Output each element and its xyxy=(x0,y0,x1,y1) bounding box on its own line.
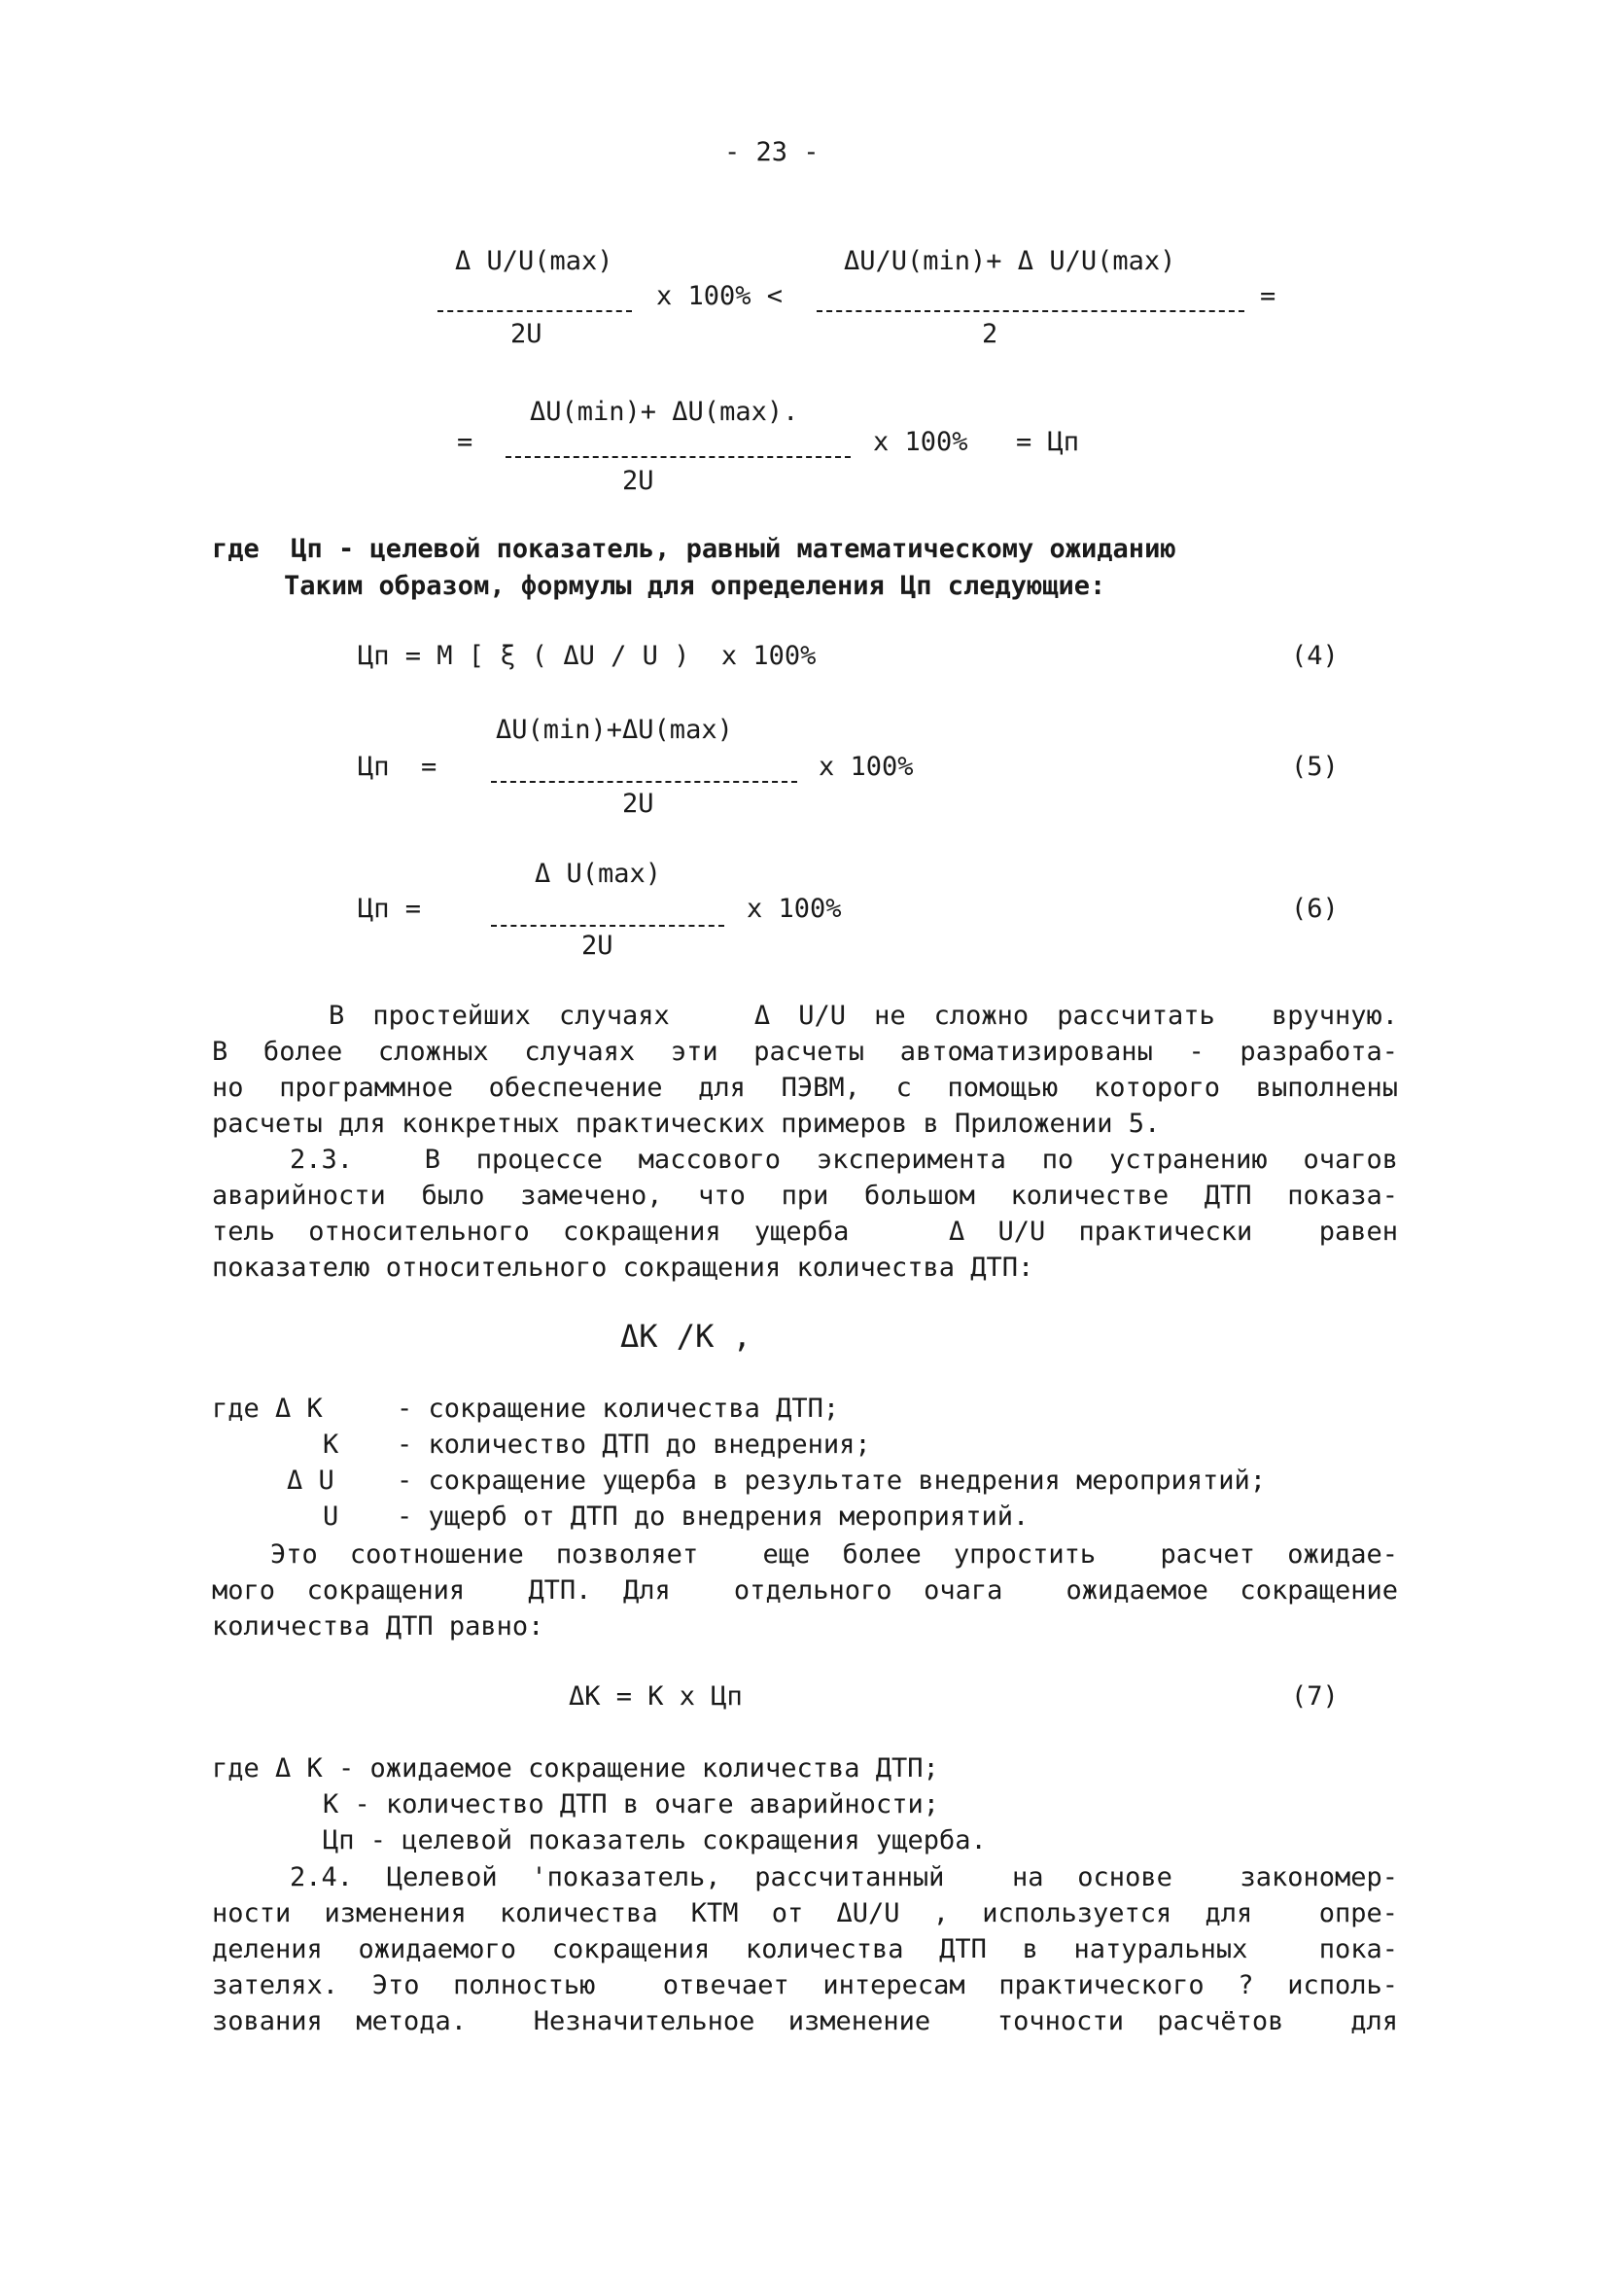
formula-1-equals: = xyxy=(1260,281,1276,311)
equation-6-number: (6) xyxy=(1291,894,1339,924)
definition-prefix: где Δ К xyxy=(212,1394,323,1424)
paragraph-2-line: 2.3. В процессе массового эксперимента по устранению очагов xyxy=(290,1145,1398,1175)
paragraph-1-line: В более сложных случаях эти расчеты автоматизированы - разработа- xyxy=(212,1037,1398,1067)
equation-5-number: (5) xyxy=(1291,752,1339,782)
formula-1-numerator-left: Δ U/U(max) xyxy=(455,246,613,276)
intro-formulas: Таким образом, формулы для определения Цп следующие: xyxy=(284,571,1106,601)
page-number: - 23 - xyxy=(724,137,820,167)
paragraph-2-line: тель относительного сокращения ущерба Δ U/U практически равен xyxy=(212,1217,1398,1247)
equation-4-number: (4) xyxy=(1291,641,1339,671)
paragraph-4-line: 2.4. Целевой 'показатель, рассчитанный на основе закономер- xyxy=(290,1862,1398,1892)
paragraph-4-line: зателях. Это полностью отвечает интересам практического ? исполь- xyxy=(212,1970,1398,2000)
definition-2-line: Цп - целевой показатель сокращения ущерба. xyxy=(323,1825,987,1855)
definition-prefix: Δ U xyxy=(287,1466,334,1496)
definition-text: - сокращение ущерба в результате внедрения мероприятий; xyxy=(397,1466,1267,1496)
formula-1-denominator-right: 2 xyxy=(982,319,998,349)
equation-4: Цп = M [ ξ ( ΔU / U ) x 100% xyxy=(358,641,817,671)
paragraph-2-line: показателю относительного сокращения количества ДТП: xyxy=(212,1253,1034,1283)
formula-1-denominator-left: 2U xyxy=(510,319,542,349)
paragraph-2 xyxy=(212,1142,1398,1286)
definition-2-line: где Δ К - ожидаемое сокращение количества ДТП; xyxy=(212,1753,939,1784)
formula-2-lead: = xyxy=(457,427,473,457)
formula-2-result: = Цп xyxy=(1016,427,1080,457)
paragraph-1-line: В простейших случаях Δ U/U не сложно рассчитать вручную. xyxy=(329,1001,1398,1031)
equation-7: ΔК = К x Цп xyxy=(569,1681,743,1712)
paragraph-1 xyxy=(212,998,1398,1142)
equation-6-denominator: 2U xyxy=(581,931,613,961)
paragraph-1-line: расчеты для конкретных практических примеров в Приложении 5. xyxy=(212,1109,1161,1139)
paragraph-3-line: мого сокращения ДТП. Для отдельного очага ожидаемое сокращение xyxy=(212,1575,1398,1606)
definition-2-line: К - количество ДТП в очаге аварийности; xyxy=(323,1789,939,1819)
paragraph-1-line: но программное обеспечение для ПЭВМ, с помощью которого выполнены xyxy=(212,1073,1398,1103)
paragraph-3 xyxy=(212,1537,1398,1644)
equation-6-lhs: Цп = xyxy=(358,894,422,924)
equation-5-lhs: Цп = xyxy=(358,752,437,782)
paragraph-3-line: количества ДТП равно: xyxy=(212,1611,544,1642)
formula-dk: ΔК /К , xyxy=(620,1318,751,1355)
formula-2-denominator: 2U xyxy=(622,466,654,496)
paragraph-4-line: деления ожидаемого сокращения количества ДТП в натуральных пока- xyxy=(212,1934,1398,1964)
definition-text: - сокращение количества ДТП; xyxy=(397,1394,840,1424)
equation-5-denominator: 2U xyxy=(622,789,654,819)
equation-6-numerator: Δ U(max) xyxy=(535,859,662,889)
formula-2-times: x 100% xyxy=(873,427,968,457)
formula-1-fraction-bar-right xyxy=(817,292,1244,328)
paragraph-2-line: аварийности было замечено, что при большом количестве ДТП показа- xyxy=(212,1181,1398,1211)
equation-7-number: (7) xyxy=(1291,1681,1339,1712)
formula-1-times: x 100% < xyxy=(656,281,784,311)
paragraph-4-line: зования метода. Незначительное изменение точности расчётов для xyxy=(212,2006,1398,2036)
equation-5-times: x 100% xyxy=(819,752,914,782)
paragraph-3-line: Это соотношение позволяет еще более упростить расчет ожидае- xyxy=(270,1539,1398,1570)
formula-1-numerator-right: ΔU/U(min)+ Δ U/U(max) xyxy=(844,246,1176,276)
paragraph-4-line: ности изменения количества КТМ от ΔU/U , используется для опре- xyxy=(212,1898,1398,1928)
equation-5-numerator: ΔU(min)+ΔU(max) xyxy=(496,715,733,745)
definition-prefix: U xyxy=(323,1501,339,1532)
formula-2-numerator: ΔU(min)+ ΔU(max). xyxy=(530,397,799,427)
definition-prefix: К xyxy=(323,1430,339,1460)
definition-text: - количество ДТП до внедрения; xyxy=(397,1430,871,1460)
definition-cp: где Цп - целевой показатель, равный математическому ожиданию xyxy=(212,534,1176,564)
paragraph-4 xyxy=(212,1859,1398,2039)
definition-text: - ущерб от ДТП до внедрения мероприятий. xyxy=(397,1501,1030,1532)
equation-6-times: x 100% xyxy=(747,894,842,924)
formula-2-fraction-bar xyxy=(506,438,851,474)
